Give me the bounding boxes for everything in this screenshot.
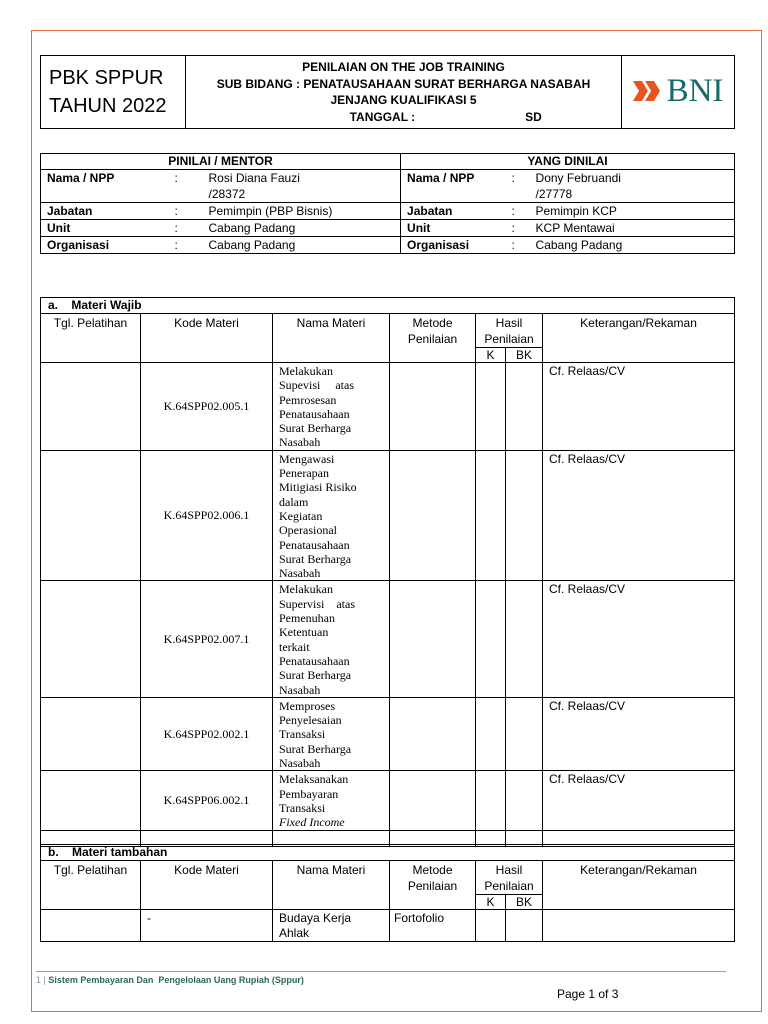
- assessee-nama-label: Nama / NPP: [401, 170, 506, 203]
- nama-line: Transaksi: [279, 800, 326, 815]
- footer-divider: [36, 971, 726, 972]
- mentor-header: PINILAI / MENTOR: [41, 154, 401, 170]
- nama-line: Penatausahaan: [279, 653, 350, 668]
- mentor-name: Rosi Diana Fauzi: [208, 171, 300, 185]
- bni-logo-text: BNI: [666, 72, 724, 109]
- program-title: [41, 56, 186, 129]
- cell-bk: [506, 697, 543, 770]
- assessee-header: YANG DINILAI: [401, 154, 735, 170]
- cell-metode: [390, 697, 476, 770]
- metode-line-2: Penilaian: [407, 879, 458, 893]
- cell-kode: K.64SPP02.007.1: [141, 581, 273, 697]
- cell-bk: [506, 450, 543, 581]
- mentor-nama-label: Nama / NPP: [41, 170, 167, 203]
- cell-k: [476, 697, 506, 770]
- footer-title: [36, 975, 304, 985]
- table-row: [41, 697, 735, 770]
- nama-line: Kegiatan: [279, 508, 323, 523]
- assessee-jabatan-label: Jabatan: [401, 203, 506, 220]
- cell-bk: [506, 581, 543, 697]
- table-row: [41, 450, 735, 581]
- nama-line: Supervisi atas: [279, 596, 355, 611]
- nama-line: Surat Berharga: [279, 551, 352, 566]
- nama-line: Mengawasi: [279, 451, 335, 466]
- metode-line-1: Metode: [412, 316, 453, 330]
- nama-line-italic: Fixed Income: [279, 815, 345, 830]
- col-tgl-pelatihan: Tgl. Pelatihan: [41, 861, 141, 910]
- logo-cell: [622, 56, 735, 129]
- assessment-title: [186, 56, 622, 129]
- cell-metode: [390, 771, 476, 830]
- nama-line: Transaksi: [279, 727, 326, 742]
- cell-bk: [506, 910, 543, 942]
- table-row: [41, 771, 735, 830]
- mentor-organisasi: Cabang Padang: [203, 237, 401, 254]
- mentor-nama: [203, 170, 401, 203]
- nama-line: Supevisi atas: [279, 378, 354, 393]
- nama-line: Nasabah: [279, 756, 321, 771]
- assessee-nama: [530, 170, 735, 203]
- footer-document-title: Sistem Pembayaran Dan Pengelolaan Uang Rupiah (Sppur): [48, 975, 304, 985]
- cell-kode: K.64SPP02.006.1: [141, 450, 273, 581]
- title-line-1: PENILAIAN ON THE JOB TRAINING: [302, 60, 505, 74]
- mentor-unit: Cabang Padang: [203, 220, 401, 237]
- cell-metode: [390, 581, 476, 697]
- nama-line: Nasabah: [279, 435, 321, 450]
- cell-tgl: [41, 363, 141, 451]
- materi-tambahan-table: [40, 844, 735, 942]
- nama-line: Ahlak: [279, 926, 310, 940]
- nama-line: Surat Berharga: [279, 668, 352, 683]
- nama-line: Surat Berharga: [279, 741, 352, 756]
- colon: :: [167, 203, 203, 220]
- materi-wajib-table: [40, 297, 735, 847]
- assessee-unit: KCP Mentawai: [530, 220, 735, 237]
- nama-line: Pemrosesan: [279, 392, 337, 407]
- mentor-jabatan: Pemimpin (PBP Bisnis): [203, 203, 401, 220]
- colon: :: [167, 170, 203, 203]
- cell-k: [476, 363, 506, 451]
- nama-line: Melaksanakan: [279, 772, 349, 787]
- cell-keterangan: [543, 910, 735, 942]
- cell-kode: K.64SPP02.005.1: [141, 363, 273, 451]
- nama-line: Nasabah: [279, 682, 321, 697]
- cell-keterangan: Cf. Relaas/CV: [543, 771, 735, 830]
- hasil-line-1: Hasil: [495, 863, 523, 877]
- assessee-organisasi: Cabang Padang: [530, 237, 735, 254]
- metode-line-2: Penilaian: [407, 332, 458, 346]
- nama-line: Melakukan: [279, 582, 333, 597]
- assessee-jabatan: Pemimpin KCP: [530, 203, 735, 220]
- col-bk: BK: [506, 348, 543, 363]
- bni-logo-icon: [633, 78, 663, 104]
- colon: :: [167, 237, 203, 254]
- nama-line: Penatausahaan: [279, 406, 350, 421]
- assessee-organisasi-label: Organisasi: [401, 237, 506, 254]
- tanggal-sd: SD: [525, 109, 542, 124]
- nama-line: Penatausahaan: [279, 537, 350, 552]
- assessee-npp: /27778: [535, 187, 573, 201]
- hasil-line-2: Penilaian: [484, 332, 534, 346]
- nama-line: Penerapan: [279, 466, 329, 481]
- cell-metode: [390, 450, 476, 581]
- colon: :: [506, 220, 530, 237]
- colon: :: [167, 220, 203, 237]
- assessee-unit-label: Unit: [401, 220, 506, 237]
- col-metode-penilaian: [390, 861, 476, 910]
- cell-kode: -: [141, 910, 273, 942]
- nama-line: Surat Berharga: [279, 421, 352, 436]
- hasil-line-1: Hasil: [495, 316, 523, 330]
- cell-tgl: [41, 581, 141, 697]
- persons-table: [40, 153, 735, 254]
- footer-page-index: 1 |: [36, 975, 46, 985]
- title-line-3: JENJANG KUALIFIKASI 5: [330, 93, 477, 107]
- nama-line: Nasabah: [279, 566, 321, 581]
- cell-bk: [506, 771, 543, 830]
- cell-nama: [273, 581, 390, 697]
- table-row: [41, 363, 735, 451]
- nama-line: terkait: [279, 639, 310, 654]
- col-k: K: [476, 895, 506, 910]
- cell-k: [476, 910, 506, 942]
- nama-line: Mitigiasi Risiko: [279, 480, 357, 495]
- cell-nama: [273, 697, 390, 770]
- bni-logo: [633, 72, 724, 109]
- cell-bk: [506, 363, 543, 451]
- cell-nama: [273, 363, 390, 451]
- cell-k: [476, 581, 506, 697]
- cell-keterangan: Cf. Relaas/CV: [543, 363, 735, 451]
- col-hasil-penilaian: [476, 861, 543, 895]
- cell-nama: [273, 450, 390, 581]
- hasil-line-2: Penilaian: [484, 879, 534, 893]
- col-kode-materi: Kode Materi: [141, 314, 273, 363]
- nama-line: Pembayaran: [279, 786, 339, 801]
- table-row: [41, 910, 735, 942]
- title-line-2: SUB BIDANG : PENATAUSAHAAN SURAT BERHARGA NASABAH: [216, 76, 591, 91]
- nama-line: Ketentuan: [279, 625, 329, 640]
- col-keterangan: Keterangan/Rekaman: [543, 314, 735, 363]
- nama-line: Memproses: [279, 698, 335, 713]
- nama-line: Operasional: [279, 523, 337, 538]
- nama-line: Budaya Kerja: [279, 911, 352, 925]
- table-row: [41, 581, 735, 697]
- program-line-2: TAHUN 2022: [49, 95, 167, 117]
- colon: :: [506, 170, 530, 203]
- metode-line-1: Metode: [412, 863, 453, 877]
- col-k: K: [476, 348, 506, 363]
- cell-keterangan: Cf. Relaas/CV: [543, 450, 735, 581]
- cell-nama: [273, 771, 390, 830]
- cell-tgl: [41, 450, 141, 581]
- mentor-npp: /28372: [208, 187, 246, 201]
- col-hasil-penilaian: [476, 314, 543, 348]
- cell-tgl: [41, 771, 141, 830]
- materi-wajib-title: a. Materi Wajib: [41, 298, 735, 314]
- page-number: Page 1 of 3: [557, 987, 619, 1001]
- col-keterangan: Keterangan/Rekaman: [543, 861, 735, 910]
- nama-line: Penyelesaian: [279, 713, 342, 728]
- mentor-jabatan-label: Jabatan: [41, 203, 167, 220]
- cell-keterangan: Cf. Relaas/CV: [543, 697, 735, 770]
- cell-metode: [390, 363, 476, 451]
- cell-tgl: [41, 697, 141, 770]
- cell-kode: K.64SPP02.002.1: [141, 697, 273, 770]
- cell-keterangan: Cf. Relaas/CV: [543, 581, 735, 697]
- mentor-unit-label: Unit: [41, 220, 167, 237]
- cell-kode: K.64SPP06.002.1: [141, 771, 273, 830]
- col-nama-materi: Nama Materi: [273, 314, 390, 363]
- nama-line: Melakukan: [279, 364, 333, 378]
- materi-tambahan-title: b. Materi tambahan: [41, 845, 735, 861]
- document-header: [40, 55, 735, 129]
- assessee-name: Dony Februandi: [535, 171, 621, 185]
- cell-k: [476, 771, 506, 830]
- program-line-1: PBK SPPUR: [49, 67, 164, 89]
- cell-nama: [273, 910, 390, 942]
- tanggal-label: TANGGAL :: [349, 109, 416, 124]
- col-nama-materi: Nama Materi: [273, 861, 390, 910]
- col-tgl-pelatihan: Tgl. Pelatihan: [41, 314, 141, 363]
- colon: :: [506, 237, 530, 254]
- cell-metode: Fortofolio: [390, 910, 476, 942]
- tanggal-line: [186, 109, 621, 126]
- cell-tgl: [41, 910, 141, 942]
- mentor-organisasi-label: Organisasi: [41, 237, 167, 254]
- col-kode-materi: Kode Materi: [141, 861, 273, 910]
- colon: :: [506, 203, 530, 220]
- col-metode-penilaian: [390, 314, 476, 363]
- col-bk: BK: [506, 895, 543, 910]
- nama-line: dalam: [279, 494, 309, 509]
- nama-line: Pemenuhan: [279, 611, 335, 626]
- cell-k: [476, 450, 506, 581]
